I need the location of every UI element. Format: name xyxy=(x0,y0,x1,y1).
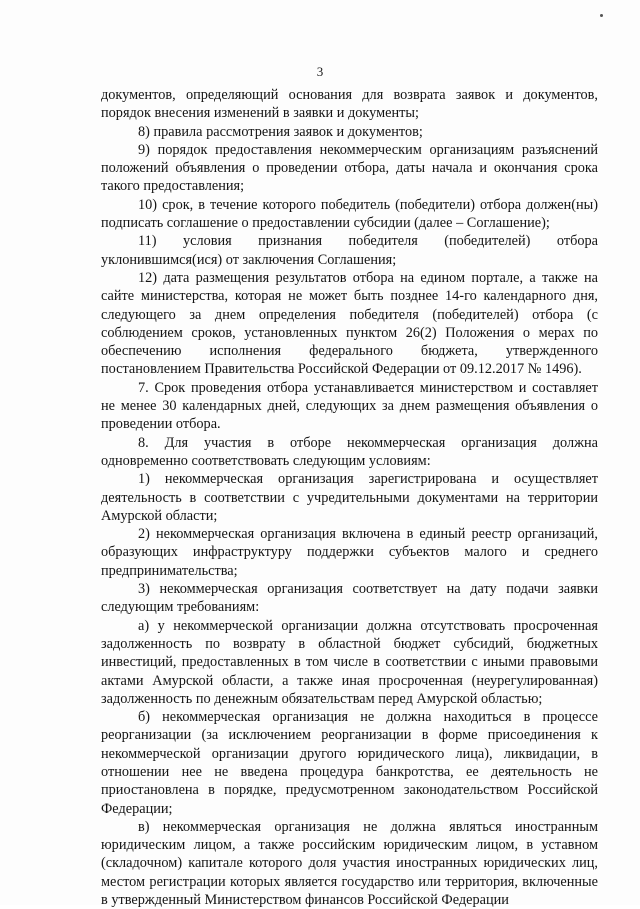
page-number: 3 xyxy=(316,64,324,79)
paragraph-requirement-b: б) некоммерческая организация не должна находиться в процессе реорганизации (за исключением реорганизации в форме присоединения к некоммерческой организации другого юридического лица), ликвидации, в отношении нее не введена процедура банкротства, ее деятельность не приостановлена в порядке, предусмотренном законодательством Российской Федерации; xyxy=(101,709,598,817)
paragraph-continuation: документов, определяющий основания для возврата заявок и документов, порядок внесения изменений в заявки и документы; xyxy=(101,87,598,122)
paragraph-item-11: 11) условия признания победителя (победителей) отбора уклонившимся(ися) от заключения Соглашения; xyxy=(101,233,598,268)
paragraph-condition-2: 2) некоммерческая организация включена в единый реестр организаций, образующих инфраструктуру поддержки субъектов малого и среднего предпринимательства; xyxy=(101,526,598,579)
paragraph-clause-8: 8. Для участия в отборе некоммерческая организация должна одновременно соответствовать следующим условиям: xyxy=(101,434,598,469)
paragraph-requirement-a: а) у некоммерческой организации должна отсутствовать просроченная задолженность по возврату в областной бюджет субсидий, бюджетных инвестиций, предоставленных в том числе в соответствии с иными правовыми актами Амурской области, а также иная просроченная (неурегулированная) задолженность по денежным обязательствам перед Амурской областью; xyxy=(101,617,598,707)
document-body xyxy=(101,86,598,909)
paragraph-item-9: 9) порядок предоставления некоммерческим организациям разъяснений положений объявления о проведении отбора, даты начала и окончания срока такого предоставления; xyxy=(101,141,598,195)
paragraph-condition-3: 3) некоммерческая организация соответствует на дату подачи заявки следующим требованиям: xyxy=(101,581,598,616)
paragraph-clause-7: 7. Срок проведения отбора устанавливается министерством и составляет не менее 30 календарных дней, следующих за днем размещения объявления о проведении отбора. xyxy=(101,379,598,433)
paragraph-condition-1: 1) некоммерческая организация зарегистрирована и осуществляет деятельность в соответствии с учредительными документами на территории Амурской области; xyxy=(101,471,598,524)
paragraph-item-12: 12) дата размещения результатов отбора на едином портале, а также на сайте министерства, которая не может быть позднее 14-го календарного дня, следующего за днем определения победителя (победителей) отбора (с соблюдением сроков, установленных пунктом 26(2) Положения о мерах по обеспечению исполнения федерального бюджета, утвержденного постановлением Правительства Российской Федерации от 09.12.2017 № 1496). xyxy=(101,269,598,378)
scan-mark xyxy=(600,14,603,17)
paragraph-item-10: 10) срок, в течение которого победитель (победители) отбора должен(ны) подписать соглашение о предоставлении субсидии (далее – Соглашение); xyxy=(101,196,598,232)
paragraph-requirement-v: в) некоммерческая организация не должна являться иностранным юридическим лицом, а также российским юридическим лицом, в уставном (складочном) капитале которого доля участия иностранных юридических лиц, местом регистрации которых является государство или территория, включенные в утвержденный Министерством финансов Российской Федерации xyxy=(101,818,598,909)
paragraph-item-8: 8) правила рассмотрения заявок и документов; xyxy=(138,123,423,140)
